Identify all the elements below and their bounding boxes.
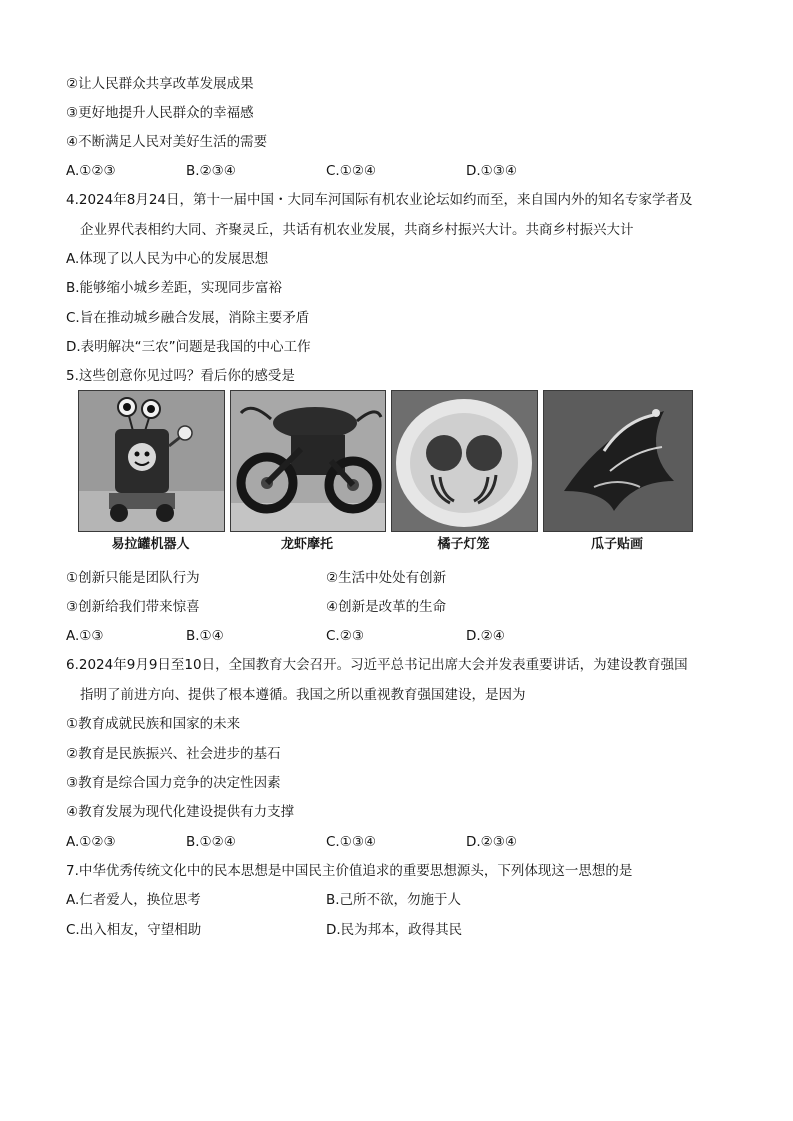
can-robot-photo — [78, 390, 225, 532]
q5-statement-4: ④创新是改革的生命 — [326, 599, 447, 615]
q6-option-c: C.①③④ — [326, 834, 377, 850]
caption-seed-mosaic: 瓜子贴画 — [590, 537, 643, 552]
seed-mosaic-photo — [543, 390, 693, 532]
orange-lantern-photo — [391, 390, 538, 532]
q3-option-a: A.①②③ — [66, 163, 116, 179]
q5-option-d: D.②④ — [466, 628, 505, 644]
caption-orange-lantern: 橘子灯笼 — [437, 537, 490, 552]
q6-option-a: A.①②③ — [66, 834, 116, 850]
q4-option-b: B.能够缩小城乡差距，实现同步富裕 — [66, 280, 283, 296]
caption-lobster-motorcycle: 龙虾摩托 — [280, 537, 333, 552]
q4-option-c: C.旨在推动城乡融合发展，消除主要矛盾 — [66, 310, 310, 326]
q4-option-a: A.体现了以人民为中心的发展思想 — [66, 251, 269, 267]
q7-option-a: A.仁者爱人，换位思考 — [66, 892, 201, 908]
q5-option-b: B.①④ — [186, 628, 224, 644]
q3-statement-4: ④不断满足人民对美好生活的需要 — [66, 134, 268, 150]
q5-statement-2: ②生活中处处有创新 — [326, 570, 447, 586]
q7-option-d: D.民为邦本，政得其民 — [326, 922, 463, 938]
q3-statement-3: ③更好地提升人民群众的幸福感 — [66, 105, 254, 121]
q6-stem-line-1: 6.2024年9月9日至10日，全国教育大会召开。习近平总书记出席大会并发表重要讲话，为建设教育强国 — [66, 657, 688, 673]
q6-stem-line-2: 指明了前进方向、提供了根本遵循。我国之所以重视教育强国建设，是因为 — [80, 687, 526, 703]
q6-statement-3: ③教育是综合国力竞争的决定性因素 — [66, 775, 281, 791]
q3-option-b: B.②③④ — [186, 163, 236, 179]
q6-option-d: D.②③④ — [466, 834, 517, 850]
q5-photo-strip — [78, 390, 692, 558]
q6-statement-4: ④教育发展为现代化建设提供有力支撑 — [66, 804, 295, 820]
q4-stem-line-2: 企业界代表相约大同、齐聚灵丘，共话有机农业发展，共商乡村振兴大计。共商乡村振兴大计 — [80, 222, 634, 238]
q6-statement-1: ①教育成就民族和国家的未来 — [66, 716, 241, 732]
q6-statement-2: ②教育是民族振兴、社会进步的基石 — [66, 746, 281, 762]
q5-statement-3: ③创新给我们带来惊喜 — [66, 599, 200, 615]
q7-stem: 7.中华优秀传统文化中的民本思想是中国民主价值追求的重要思想源头，下列体现这一思想的是 — [66, 863, 633, 879]
q5-option-c: C.②③ — [326, 628, 364, 644]
lobster-motorcycle-photo — [230, 390, 386, 532]
q3-option-c: C.①②④ — [326, 163, 377, 179]
q7-option-c: C.出入相友，守望相助 — [66, 922, 202, 938]
q5-statement-1: ①创新只能是团队行为 — [66, 570, 200, 586]
q7-option-b: B.己所不欲，勿施于人 — [326, 892, 462, 908]
q6-option-b: B.①②④ — [186, 834, 236, 850]
q4-option-d: D.表明解决“三农”问题是我国的中心工作 — [66, 339, 311, 355]
q4-stem-line-1: 4.2024年8月24日，第十一届中国・大同车河国际有机农业论坛如约而至，来自国内外的知名专家学者及 — [66, 192, 693, 208]
q5-option-a: A.①③ — [66, 628, 104, 644]
q5-stem: 5.这些创意你见过吗？看后你的感受是 — [66, 368, 295, 384]
caption-can-robot: 易拉罐机器人 — [111, 537, 190, 552]
q3-option-d: D.①③④ — [466, 163, 517, 179]
q3-statement-2: ②让人民群众共享改革发展成果 — [66, 76, 254, 92]
